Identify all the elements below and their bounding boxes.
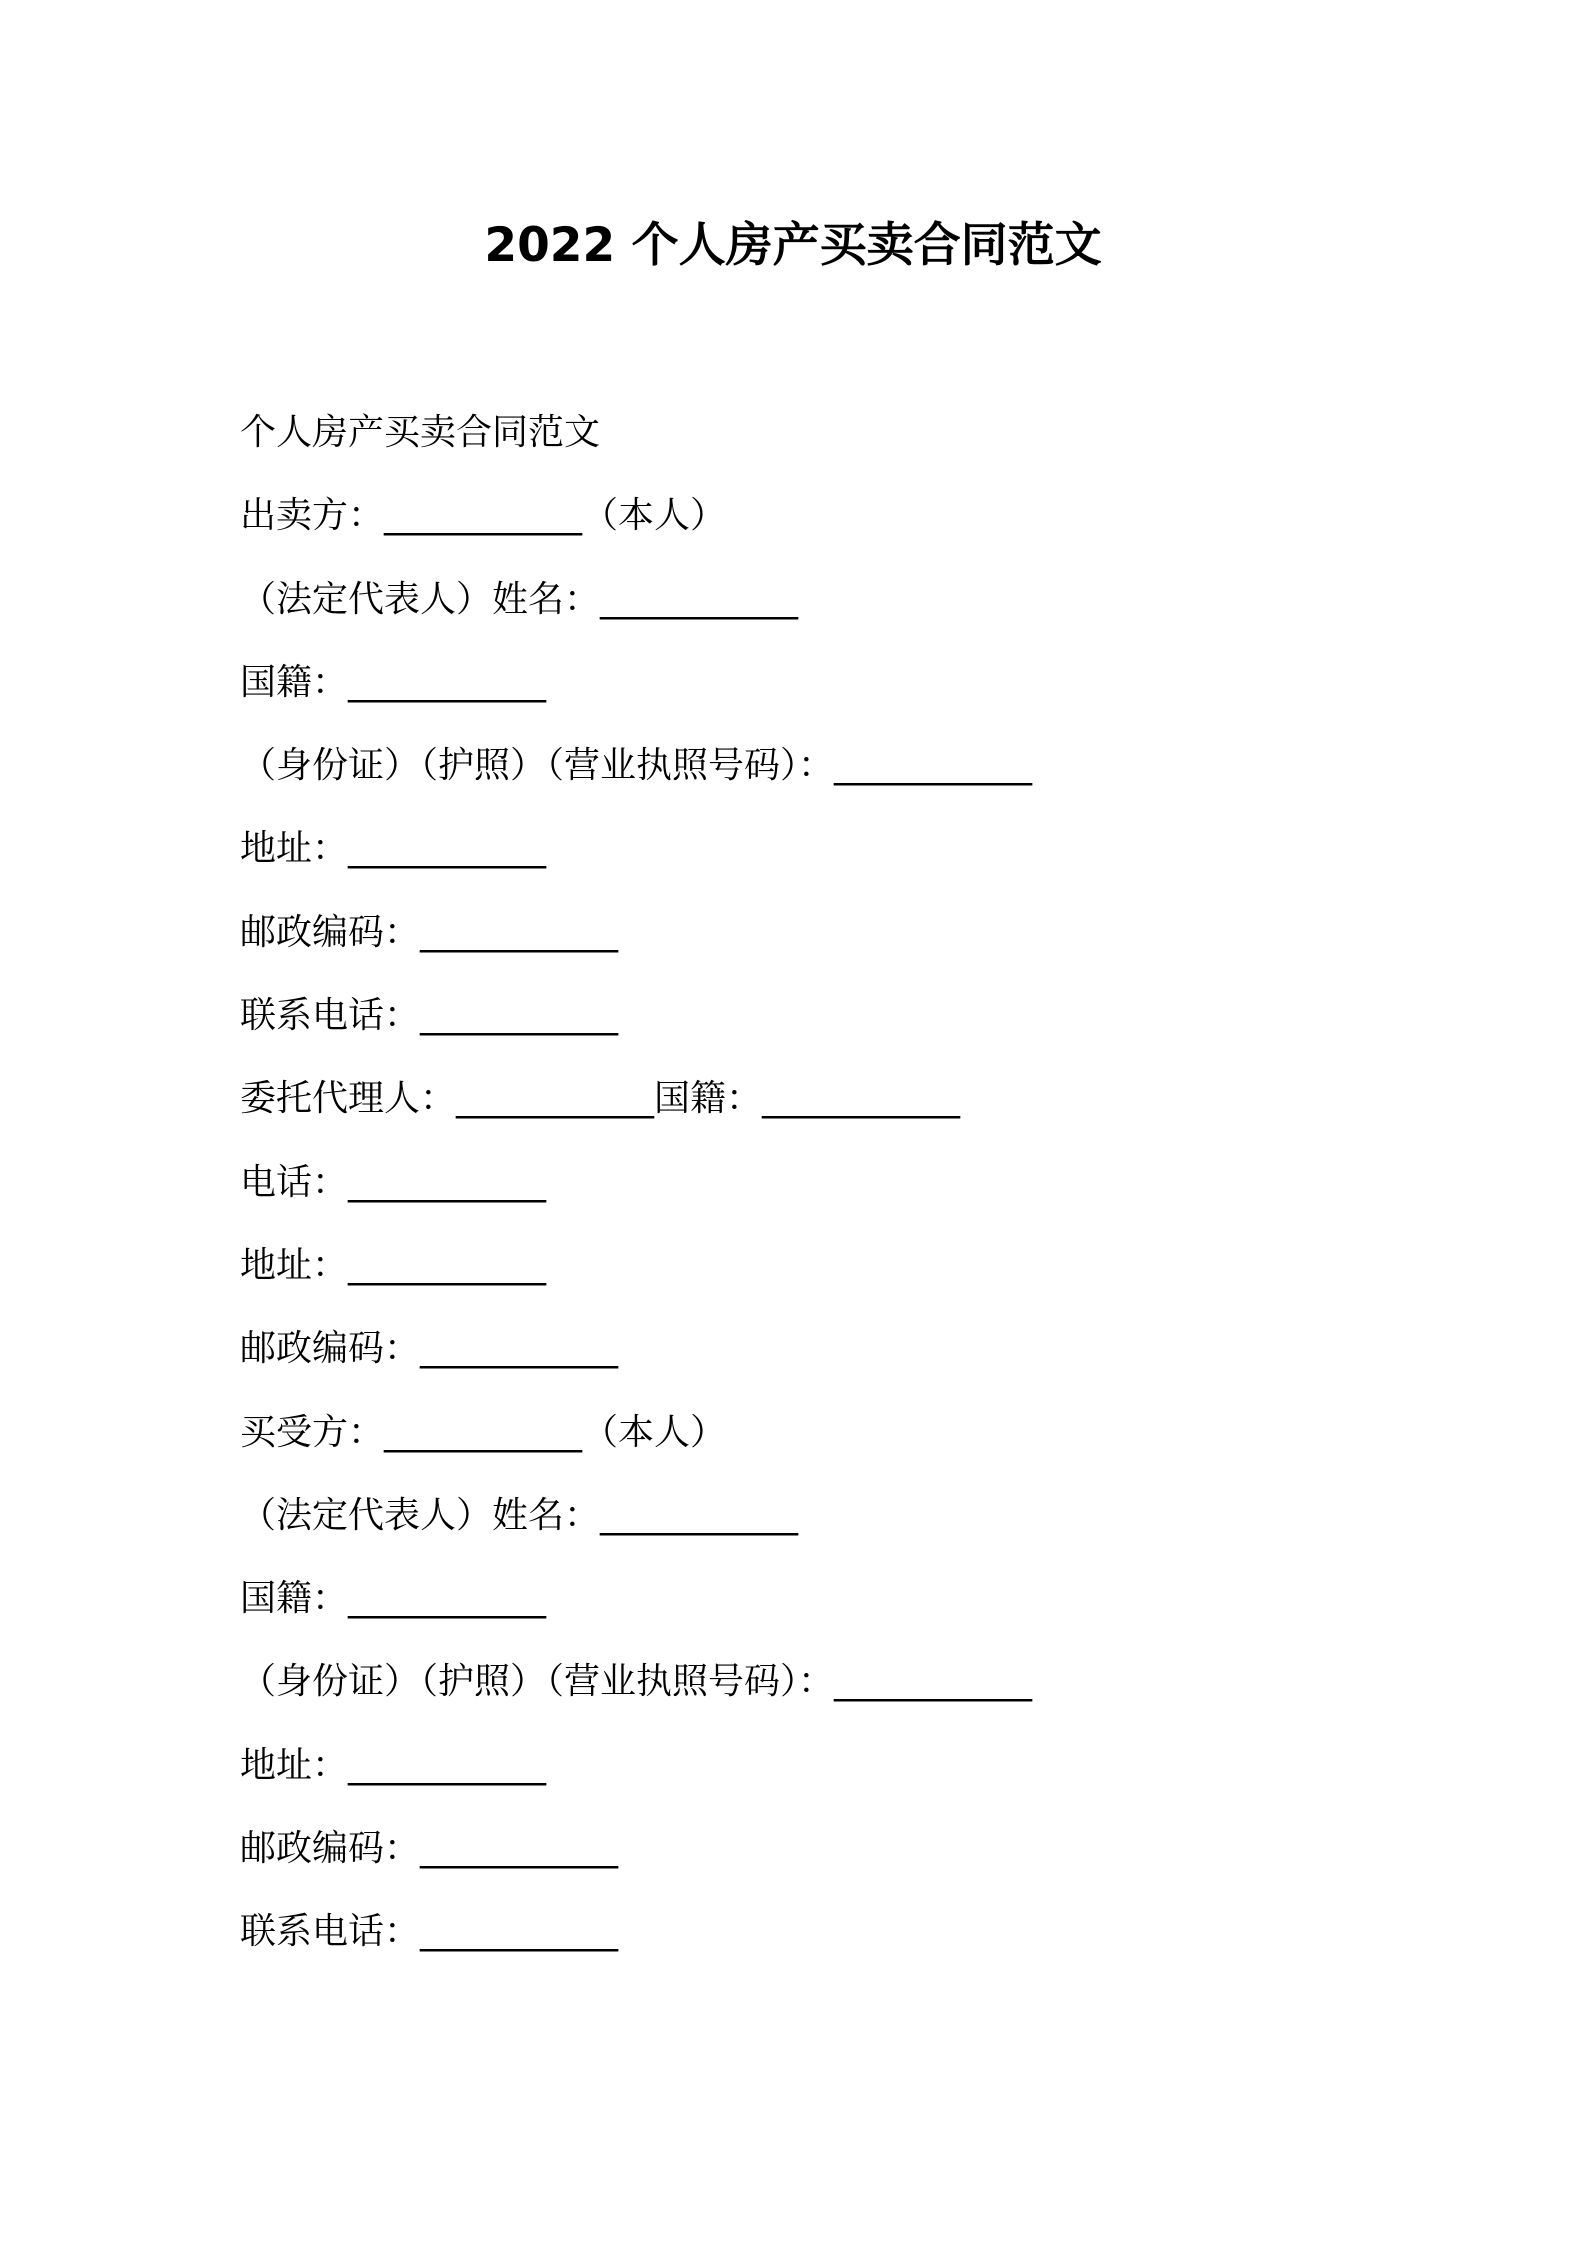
seller-address-field: 地址：___________ xyxy=(240,828,547,870)
buyer-id-number-field: （身份证）（护照）（营业执照号码）：___________ xyxy=(240,1661,1033,1703)
seller-agent-postal-code-field: 邮政编码：___________ xyxy=(240,1328,619,1370)
buyer-postal-code-field: 邮政编码：___________ xyxy=(240,1828,619,1870)
buyer-address-field: 地址：___________ xyxy=(240,1744,547,1786)
buyer-nationality-field: 国籍：___________ xyxy=(240,1578,547,1620)
seller-legal-rep-name-field: （法定代表人）姓名：___________ xyxy=(240,578,799,620)
seller-nationality-field: 国籍：___________ xyxy=(240,661,547,703)
seller-postal-code-field: 邮政编码：___________ xyxy=(240,911,619,953)
seller-agent-phone-field: 电话：___________ xyxy=(240,1161,547,1203)
seller-phone-field: 联系电话：___________ xyxy=(240,995,619,1037)
buyer-legal-rep-name-field: （法定代表人）姓名：___________ xyxy=(240,1494,799,1536)
seller-id-number-field: （身份证）（护照）（营业执照号码）：___________ xyxy=(240,745,1033,787)
document-heading: 个人房产买卖合同范文 xyxy=(240,412,601,453)
seller-agent-field: 委托代理人：___________国籍：___________ xyxy=(240,1078,961,1120)
seller-agent-address-field: 地址：___________ xyxy=(240,1244,547,1286)
seller-party-field: 出卖方：___________（本人） xyxy=(240,495,727,537)
buyer-phone-field: 联系电话：___________ xyxy=(240,1911,619,1953)
document-body xyxy=(240,391,1440,1974)
buyer-party-field: 买受方：___________（本人） xyxy=(240,1411,727,1453)
document-title: 2022 个人房产买卖合同范文 xyxy=(484,218,1102,273)
